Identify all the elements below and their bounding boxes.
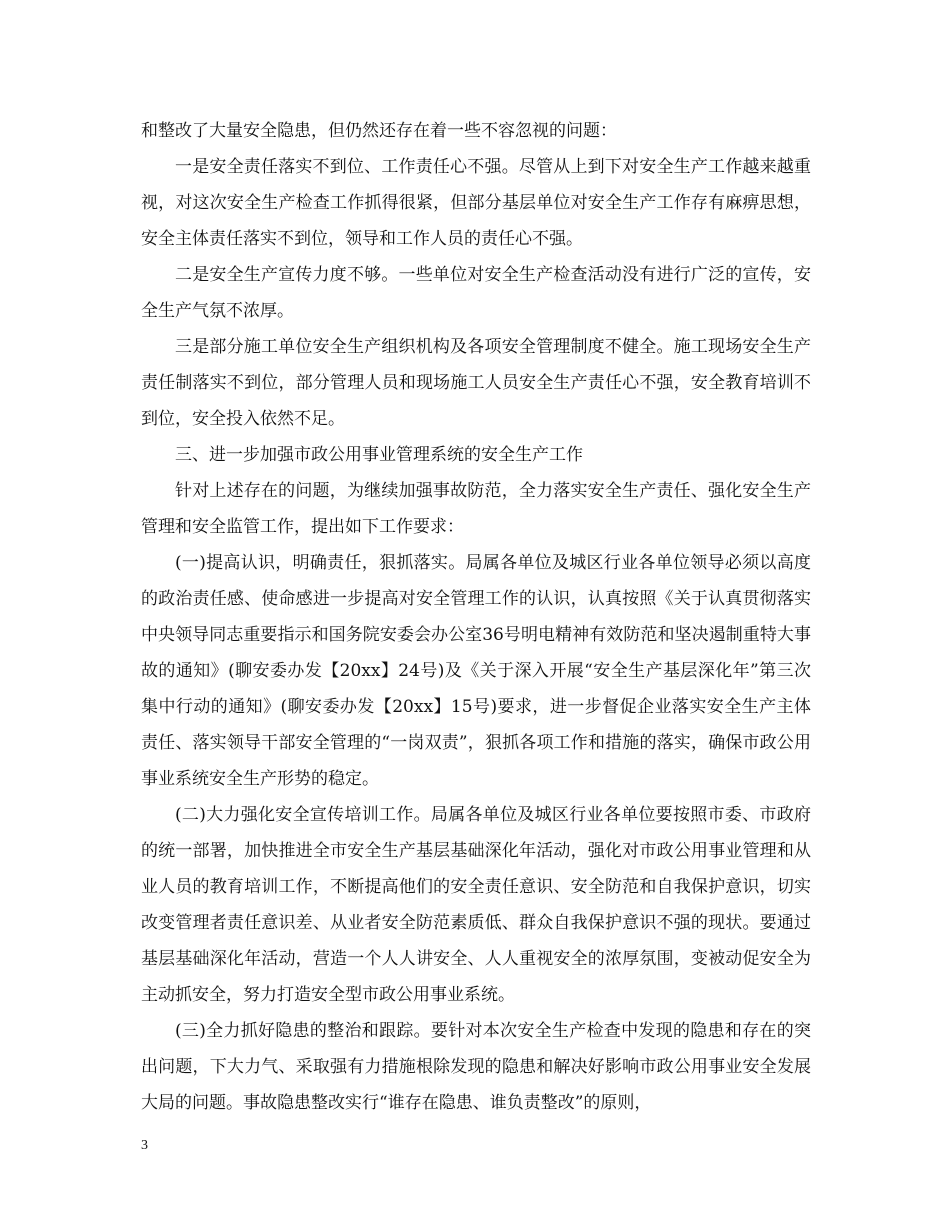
page-number: 3 (141, 1138, 148, 1153)
paragraph-requirement-three: (三)全力抓好隐患的整治和跟踪。要针对本次安全生产检查中发现的隐患和存在的突出问题，下大力气、采取强有力措施根除发现的隐患和解决好影响市政公用事业安全发展大局的问题。事故隐患整改实行“谁存在隐患、谁负责整改”的原则， (141, 1021, 811, 1113)
paragraph-continuation: 和整改了大量安全隐患，但仍然还存在着一些不容忽视的问题： (141, 121, 617, 141)
paragraph-issue-two: 二是安全生产宣传力度不够。一些单位对安全生产检查活动没有进行广泛的宣传，安全生产气氛不浓厚。 (141, 265, 811, 321)
paragraph-requirement-one: (一)提高认识，明确责任，狠抓落实。局属各单位及城区行业各单位领导必须以高度的政治责任感、使命感进一步提高对安全管理工作的认识，认真按照《关于认真贯彻落实中央领导同志重要指示和国务院安委会办公室36号明电精神有效防范和坚决遏制重特大事故的通知》(聊安委办发【20xx】24号)及《关于深入开展“安全生产基层深化年”第三次集中行动的通知》(聊安委办发【20xx】15号)要求，进一步督促企业落实安全生产主体责任、落实领导干部安全管理的“一岗双责”，狠抓各项工作和措施的落实，确保市政公用事业系统安全生产形势的稳定。 (141, 553, 811, 789)
paragraph-requirement-two: (二)大力强化安全宣传培训工作。局属各单位及城区行业各单位要按照市委、市政府的统一部署，加快推进全市安全生产基层基础深化年活动，强化对市政公用事业管理和从业人员的教育培训工作，不断提高他们的安全责任意识、安全防范和自我保护意识，切实改变管理者责任意识差、从业者安全防范素质低、群众自我保护意识不强的现状。要通过基层基础深化年活动，营造一个人人讲安全、人人重视安全的浓厚氛围，变被动促安全为主动抓安全，努力打造安全型市政公用事业系统。 (141, 805, 811, 1005)
paragraph-issue-one: 一是安全责任落实不到位、工作责任心不强。尽管从上到下对安全生产工作越来越重视，对这次安全生产检查工作抓得很紧，但部分基层单位对安全生产工作存有麻痹思想，安全主体责任落实不到位，领导和工作人员的责任心不强。 (141, 157, 811, 249)
document-body (141, 113, 811, 1121)
paragraph-issue-three: 三是部分施工单位安全生产组织机构及各项安全管理制度不健全。施工现场安全生产责任制落实不到位，部分管理人员和现场施工人员安全生产责任心不强，安全教育培训不到位，安全投入依然不足。 (141, 337, 811, 429)
paragraph-intro-requirements: 针对上述存在的问题，为继续加强事故防范，全力落实安全生产责任、强化安全生产管理和安全监管工作，提出如下工作要求： (141, 481, 811, 537)
section-heading: 三、进一步加强市政公用事业管理系统的安全生产工作 (175, 445, 583, 465)
